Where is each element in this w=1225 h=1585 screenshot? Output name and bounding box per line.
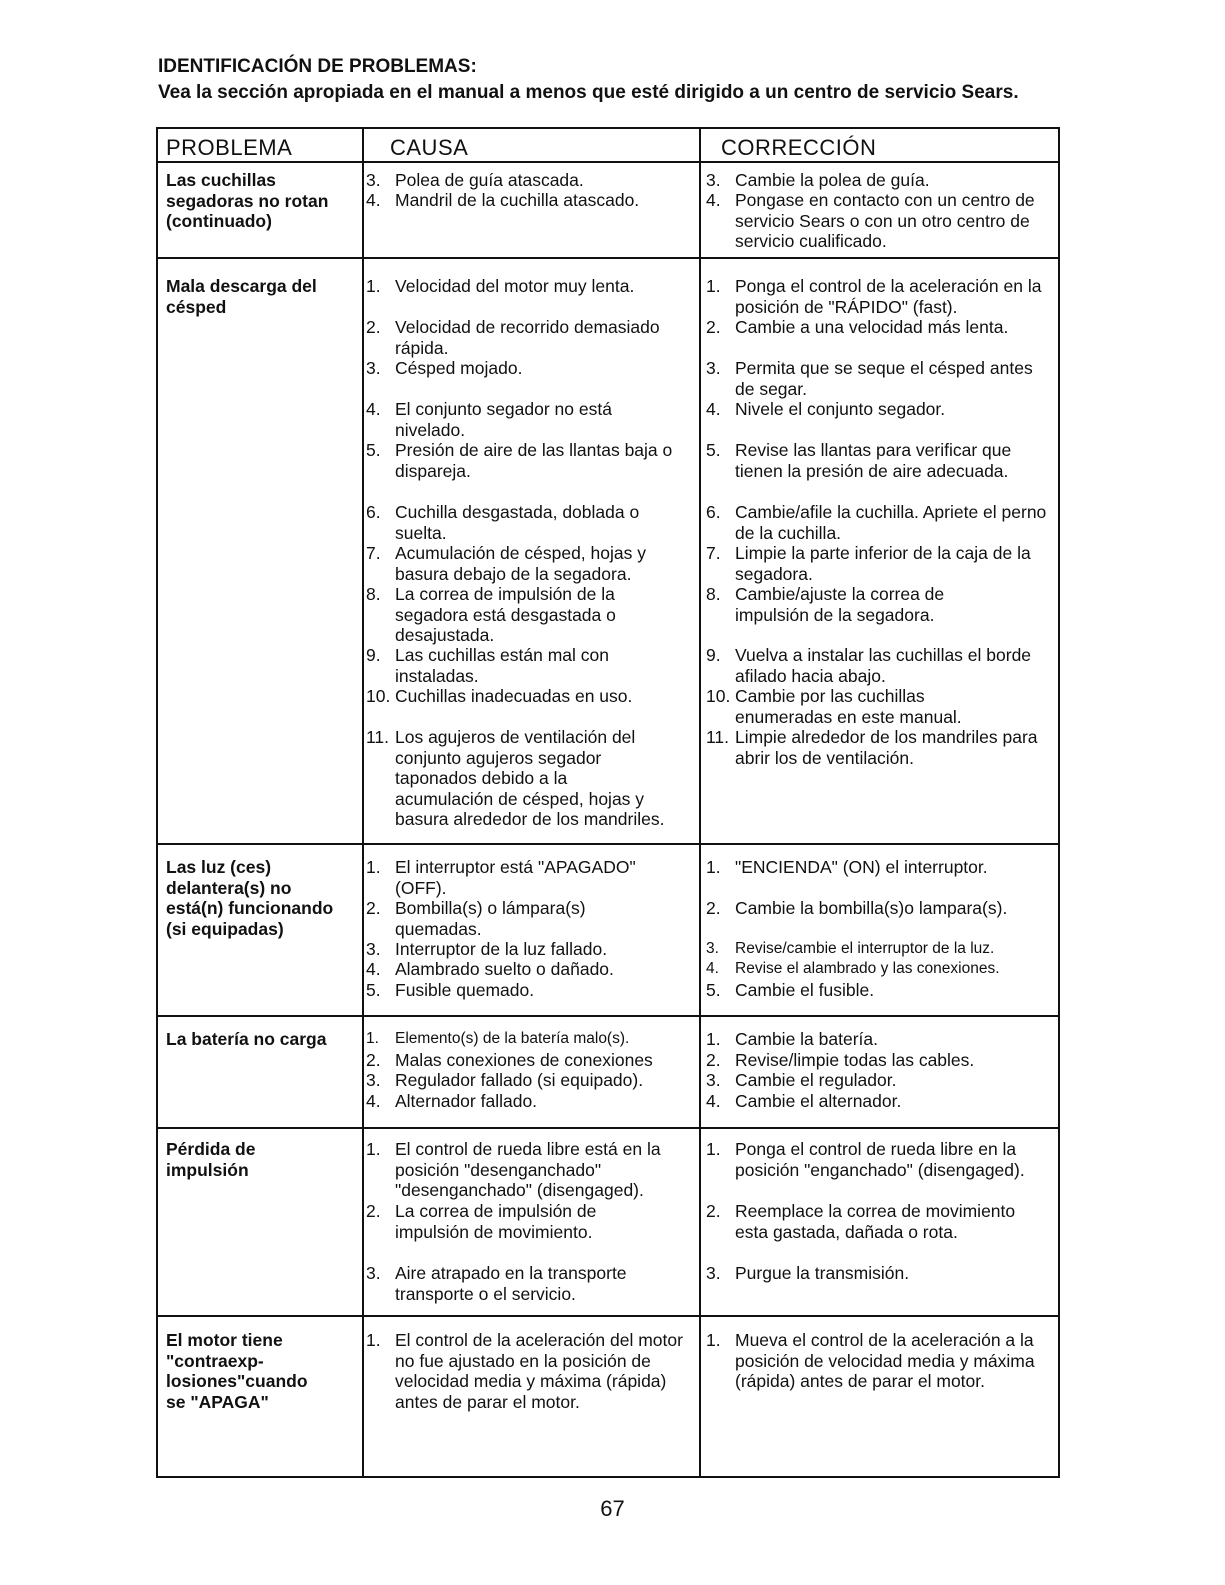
cause-item: 10. Cuchillas inadecuadas en uso. — [366, 686, 633, 706]
column-divider — [362, 129, 364, 1476]
cause-item: 1. Elemento(s) de la batería malo(s). — [366, 1030, 630, 1047]
row-divider — [158, 843, 1058, 845]
cause-item: 2. Malas conexiones de conexiones — [366, 1050, 653, 1070]
cause-item: 2. La correa de impulsión de impulsión de movimiento. — [366, 1201, 597, 1242]
cause-item: 3. Aire atrapado en la transporte transporte o el servicio. — [366, 1263, 627, 1304]
cause-item: 1. El control de rueda libre está en la posición "desenganchado" "desenganchado" (disengaged). — [366, 1139, 661, 1200]
correction-item: 5. Revise las llantas para verificar que tienen la presión de aire adecuada. — [706, 440, 1012, 481]
cause-item: 5. Fusible quemado. — [366, 980, 535, 1000]
correction-item: 6. Cambie/afile la cuchilla. Apriete el perno de la cuchilla. — [706, 502, 1047, 543]
correction-item: 3. Purgue la transmisión. — [706, 1263, 910, 1283]
correction-item: 11. Limpie alrededor de los mandriles para abrir los de ventilación. — [706, 727, 1038, 768]
cause-item: 8. La correa de impulsión de la segadora está desgastada o desajustada. — [366, 584, 616, 645]
correction-item: 7. Limpie la parte inferior de la caja de la segadora. — [706, 543, 1031, 584]
row-divider — [158, 1015, 1058, 1017]
row-divider — [158, 1315, 1058, 1317]
cause-item: 1. Velocidad del motor muy lenta. — [366, 276, 635, 296]
cause-item: 4. Mandril de la cuchilla atascado. — [366, 190, 640, 210]
cause-item: 3. Polea de guía atascada. — [366, 170, 584, 190]
column-divider — [699, 129, 701, 1476]
cause-item: 2. Bombilla(s) o lámpara(s) quemadas. — [366, 898, 586, 939]
correction-item: 2. Cambie a una velocidad más lenta. — [706, 317, 1009, 337]
cause-item: 1. El control de la aceleración del motor no fue ajustado en la posición de velocidad media y máxima (rápida) antes de parar el motor. — [366, 1330, 683, 1412]
page-heading: IDENTIFICACIÓN DE PROBLEMAS: — [158, 56, 477, 77]
cause-item: 4. Alambrado suelto o dañado. — [366, 959, 614, 979]
correction-item: 10. Cambie por las cuchillas enumeradas en este manual. — [706, 686, 962, 727]
problem-cell: Las luz (ces) delantera(s) no está(n) funcionando (si equipadas) — [166, 857, 334, 939]
cause-item: 4. Alternador fallado. — [366, 1091, 538, 1111]
correction-item: 8. Cambie/ajuste la correa de impulsión de la segadora. — [706, 584, 945, 625]
correction-item: 1. "ENCIENDA" (ON) el interruptor. — [706, 857, 988, 877]
correction-item: 1. Ponga el control de la aceleración en la posición de "RÁPIDO" (fast). — [706, 276, 1042, 317]
correction-item: 3. Permita que se seque el césped antes de segar. — [706, 358, 1033, 399]
problem-cell: Las cuchillas segadoras no rotan (continuado) — [166, 170, 329, 231]
cause-item: 3. Regulador fallado (si equipado). — [366, 1070, 644, 1090]
header-divider — [158, 161, 1058, 163]
row-divider — [158, 257, 1058, 259]
correction-item: 2. Reemplace la correa de movimiento esta gastada, dañada o rota. — [706, 1201, 1016, 1242]
problem-cell: Pérdida de impulsión — [166, 1139, 256, 1180]
correction-item: 2. Revise/limpie todas las cables. — [706, 1050, 975, 1070]
problem-cell: El motor tiene "contraexp- losiones"cuando se "APAGA" — [166, 1330, 308, 1412]
correction-item: 2. Cambie la bombilla(s)o lampara(s). — [706, 898, 1008, 918]
cause-item: 6. Cuchilla desgastada, doblada o suelta. — [366, 502, 640, 543]
correction-item: 3. Revise/cambie el interruptor de la luz. — [706, 940, 995, 957]
correction-item: 4. Pongase en contacto con un centro de servicio Sears o con un otro centro de servicio cualificado. — [706, 190, 1035, 251]
row-divider — [158, 1127, 1058, 1129]
correction-item: 4. Nivele el conjunto segador. — [706, 399, 946, 419]
page-subheading: Vea la sección apropiada en el manual a menos que esté dirigido a un centro de servicio Sears. — [158, 82, 1019, 103]
cause-item: 7. Acumulación de césped, hojas y basura debajo de la segadora. — [366, 543, 646, 584]
troubleshooting-table — [156, 127, 1060, 1478]
problem-cell: Mala descarga del césped — [166, 276, 317, 317]
header-problema: PROBLEMA — [166, 135, 293, 160]
cause-item: 2. Velocidad de recorrido demasiado rápida. — [366, 317, 660, 358]
header-correccion: CORRECCIÓN — [721, 135, 877, 160]
correction-item: 1. Mueva el control de la aceleración a la posición de velocidad media y máxima (rápida) antes de parar el motor. — [706, 1330, 1035, 1391]
correction-item: 9. Vuelva a instalar las cuchillas el borde afilado hacia abajo. — [706, 645, 1032, 686]
cause-item: 5. Presión de aire de las llantas baja o dispareja. — [366, 440, 673, 481]
correction-item: 1. Cambie la batería. — [706, 1029, 878, 1049]
correction-item: 3. Cambie la polea de guía. — [706, 170, 930, 190]
page-number: 67 — [600, 1496, 625, 1521]
cause-item: 3. Interruptor de la luz fallado. — [366, 939, 608, 959]
cause-item: 4. El conjunto segador no está nivelado. — [366, 399, 612, 440]
correction-item: 4. Cambie el alternador. — [706, 1091, 902, 1111]
problem-cell: La batería no carga — [166, 1029, 327, 1049]
cause-item: 1. El interruptor está "APAGADO" (OFF). — [366, 857, 636, 898]
correction-item: 5. Cambie el fusible. — [706, 980, 875, 1000]
correction-item: 1. Ponga el control de rueda libre en la posición "enganchado" (disengaged). — [706, 1139, 1025, 1180]
correction-item: 3. Cambie el regulador. — [706, 1070, 897, 1090]
cause-item: 9. Las cuchillas están mal con instaladas. — [366, 645, 609, 686]
header-causa: CAUSA — [390, 135, 469, 160]
correction-item: 4. Revise el alambrado y las conexiones. — [706, 960, 1000, 977]
cause-item: 11. Los agujeros de ventilación del conjunto agujeros segador taponados debido a la acumulación de césped, hojas y basura alrededor de los mandriles. — [366, 727, 665, 829]
cause-item: 3. Césped mojado. — [366, 358, 523, 378]
